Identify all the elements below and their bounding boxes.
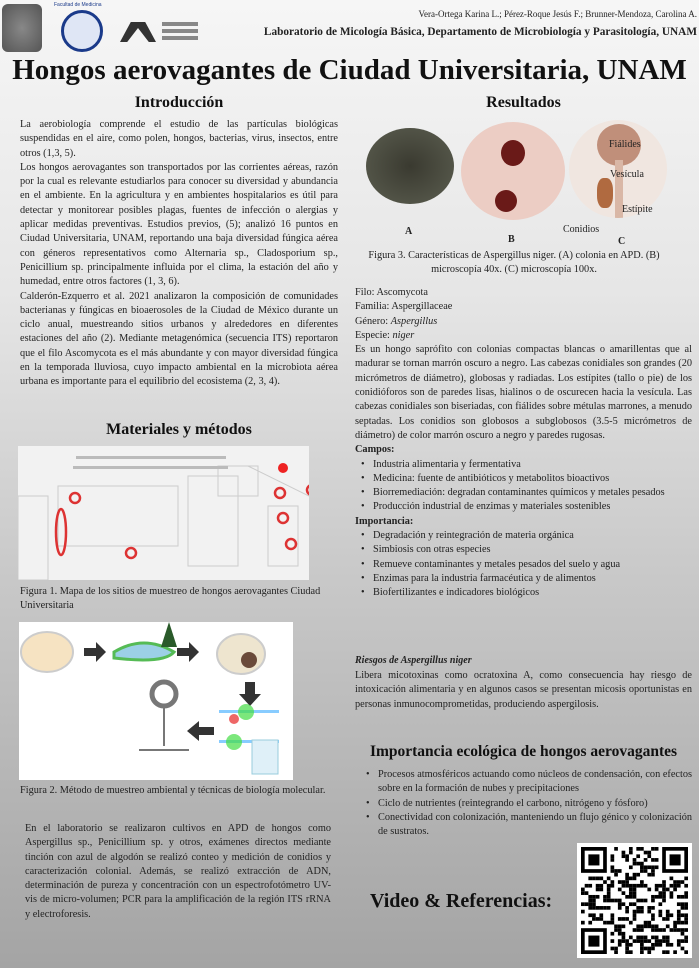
figure3-microscopy-40x <box>461 122 565 220</box>
intro-heading: Introducción <box>134 94 224 111</box>
taxonomy-especie: Especie: niger <box>355 329 415 341</box>
taxonomy-genero: Género: Aspergillus <box>355 315 438 327</box>
campos-list <box>355 458 692 515</box>
species-description: Es un hongo saprófito con colonias compactas blancas o amarillentas que al madurar se tornan marrón oscuro a negro. Las cabezas conidiales son grandes (20 micrómetros de diámetro), globosas y radiadas. Los estípites (tallo o pie) de los conidióforos son de paredes lisas, hialinos o de oscurecen hacia la vesícula. Las cabezas conidiales son biseriadas, con fiálides sobre métulas marrones, a menudo septadas. Los conidios son globosos a subglobosos (3.5-5 micrómetros de diámetro) de color marrón oscuro a negro y paredes rugosas. <box>355 344 692 441</box>
taxonomy-filo: Filo: Ascomycota <box>355 287 428 298</box>
methods-heading: Materiales y métodos <box>106 421 252 438</box>
methods-text: En el laboratorio se realizaron cultivos en APD de hongos como Aspergillus sp., Penicillium sp. y otros, exámenes directos mediante tinción con azul de algodón se realizó conteo y medición de conidios y caracterización colonial. Además, se realizó extracción de ADN, determinación de pureza y concentración con un espectrofotómetro UV-vis de micro-volumen; PCR para la amplificación de la región ITS rRNA y electroforesis. <box>25 823 331 920</box>
figure3-colony-image <box>366 128 454 204</box>
list-item: • Biorremediación: degradan contaminantes químicos y metales pesados <box>355 486 692 500</box>
riesgos-text: Libera micotoxinas como ocratoxina A, como consecuencia hay riesgo de intoxicación alimentaria y en algunos casos se presentan micosis oportunistas en personas inmunocomprometidas, produciendo aspergilosis. <box>355 670 692 710</box>
intro-text <box>20 118 338 390</box>
list-item: • Conectividad con colonización, manteniendo un flujo génico y colonización de sustratos. <box>360 811 692 840</box>
ecologia-list <box>360 768 692 839</box>
list-item: • Medicina: fuente de antibióticos y metabolitos bioactivos <box>355 472 692 486</box>
campos-heading: Campos: <box>355 444 395 456</box>
label-vesicula: Vesícula <box>610 169 644 180</box>
list-item: • Simbiosis con otras especies <box>355 543 692 557</box>
intro-p2: Los hongos aerovagantes son transportados por las corrientes aéreas, razón por la cual es relevante estudiarlos para conocer su diversidad y abundancia en el ambiente. En la agricultura y en ambientes hospitalarios es útil para detectar y monitorear posibles plagas, fuentes de infección o alergias y aplicar medidas preventivas. Estudios previos, (5); analizó 16 puntos en Ciudad Universitaria, UNAM, reportando una baja diversidad fúngica aérea con géneros representativos como Alternaria sp., Cladosporium sp., Penicillium sp. principalmente influida por el clima, la estación del año y humedad, entre otros factores (1, 3, 6). <box>20 161 338 288</box>
video-references-label: Video & Referencias: <box>370 890 553 912</box>
intro-p3: Calderón-Ezquerro et al. 2021 analizaron la composición de comunidades bacterianas y fúngicas en bioaerosoles de la Ciudad de México durante un ciclo anual, muestreando sitios urbanos y alrededores en diferentes estaciones del año (2). Mediante metagenómica (secuencia ITS) reportaron que el filo Ascomycota es el más abundante y con mayor diversidad fúngica en la temporada lluviosa, cuyo impacto ambiental en la microbiota aérea urbana es importante para el equilibrio del ecosistema (2, 3, 4). <box>20 290 338 388</box>
figure1-map <box>18 446 309 580</box>
intro-p1: La aerobiología comprende el estudio de las partículas biológicas suspendidas en el aire, como polen, hongos, bacterias, virus, insectos, entre otros (1,3, 5). <box>20 119 338 159</box>
list-item: • Producción industrial de enzimas y materiales sostenibles <box>355 500 692 514</box>
list-item: • Remueve contaminantes y metales pesados del suelo y agua <box>355 558 692 572</box>
logo-text: Facultad de Medicina <box>54 2 102 8</box>
label-conidios: Conidios <box>563 224 600 235</box>
label-a: A <box>405 226 413 237</box>
label-estipite: Estípite <box>622 204 653 215</box>
importancia-list <box>355 529 692 600</box>
qr-finder <box>588 936 599 947</box>
qr-code[interactable] <box>577 843 692 958</box>
list-item: • Biofertilizantes e indicadores biológicos <box>355 586 692 600</box>
unam-logo <box>2 4 42 52</box>
list-item: • Industria alimentaria y fermentativa <box>355 458 692 472</box>
figure2-caption: Figura 2. Método de muestreo ambiental y técnicas de biología molecular. <box>20 785 326 796</box>
importancia-heading: Importancia: <box>355 515 414 527</box>
qr-finder <box>588 854 599 865</box>
figure2-diagram <box>19 622 293 780</box>
label-fialides: Fiálides <box>609 139 641 150</box>
qr-finder <box>670 854 681 865</box>
figure1-caption: Figura 1. Mapa de los sitios de muestreo de hongos aerovagantes Ciudad Universitaria <box>20 586 321 611</box>
list-item: • Enzimas para la industria farmacéutica y de alimentos <box>355 572 692 586</box>
facultad-medicina-logo <box>54 2 110 54</box>
results-heading: Resultados <box>486 94 561 111</box>
riesgos-heading: Riesgos de Aspergillus niger <box>355 655 472 666</box>
label-c: C <box>618 236 626 247</box>
authors: Vera-Ortega Karina L.; Pérez-Roque Jesús F.; Brunner-Mendoza, Carolina A. <box>418 9 697 19</box>
poster-title: Hongos aerovagantes de Ciudad Universitaria, UNAM <box>12 54 687 86</box>
list-item: • Procesos atmosféricos actuando como núcleos de condensación, con efectos sobre en la formación de nubes y precipitaciones <box>360 768 692 797</box>
label-b: B <box>508 234 515 245</box>
taxonomy-familia: Familia: Aspergillaceae <box>355 301 453 313</box>
uam-logo <box>120 18 200 46</box>
affiliation: Laboratorio de Micología Básica, Departamento de Microbiología y Parasitología, UNAM <box>263 26 697 38</box>
list-item: • Degradación y reintegración de materia orgánica <box>355 529 692 543</box>
ecologia-heading: Importancia ecológica de hongos aerovagantes <box>369 743 678 760</box>
list-item: • Ciclo de nutrientes (reintegrando el carbono, nitrógeno y fósforo) <box>360 797 692 811</box>
results-body <box>355 286 692 601</box>
figure3-caption: Figura 3. Características de Aspergillus niger. (A) colonia en APD. (B) microscopía 40x. (C) microscopía 100x. <box>368 250 660 275</box>
